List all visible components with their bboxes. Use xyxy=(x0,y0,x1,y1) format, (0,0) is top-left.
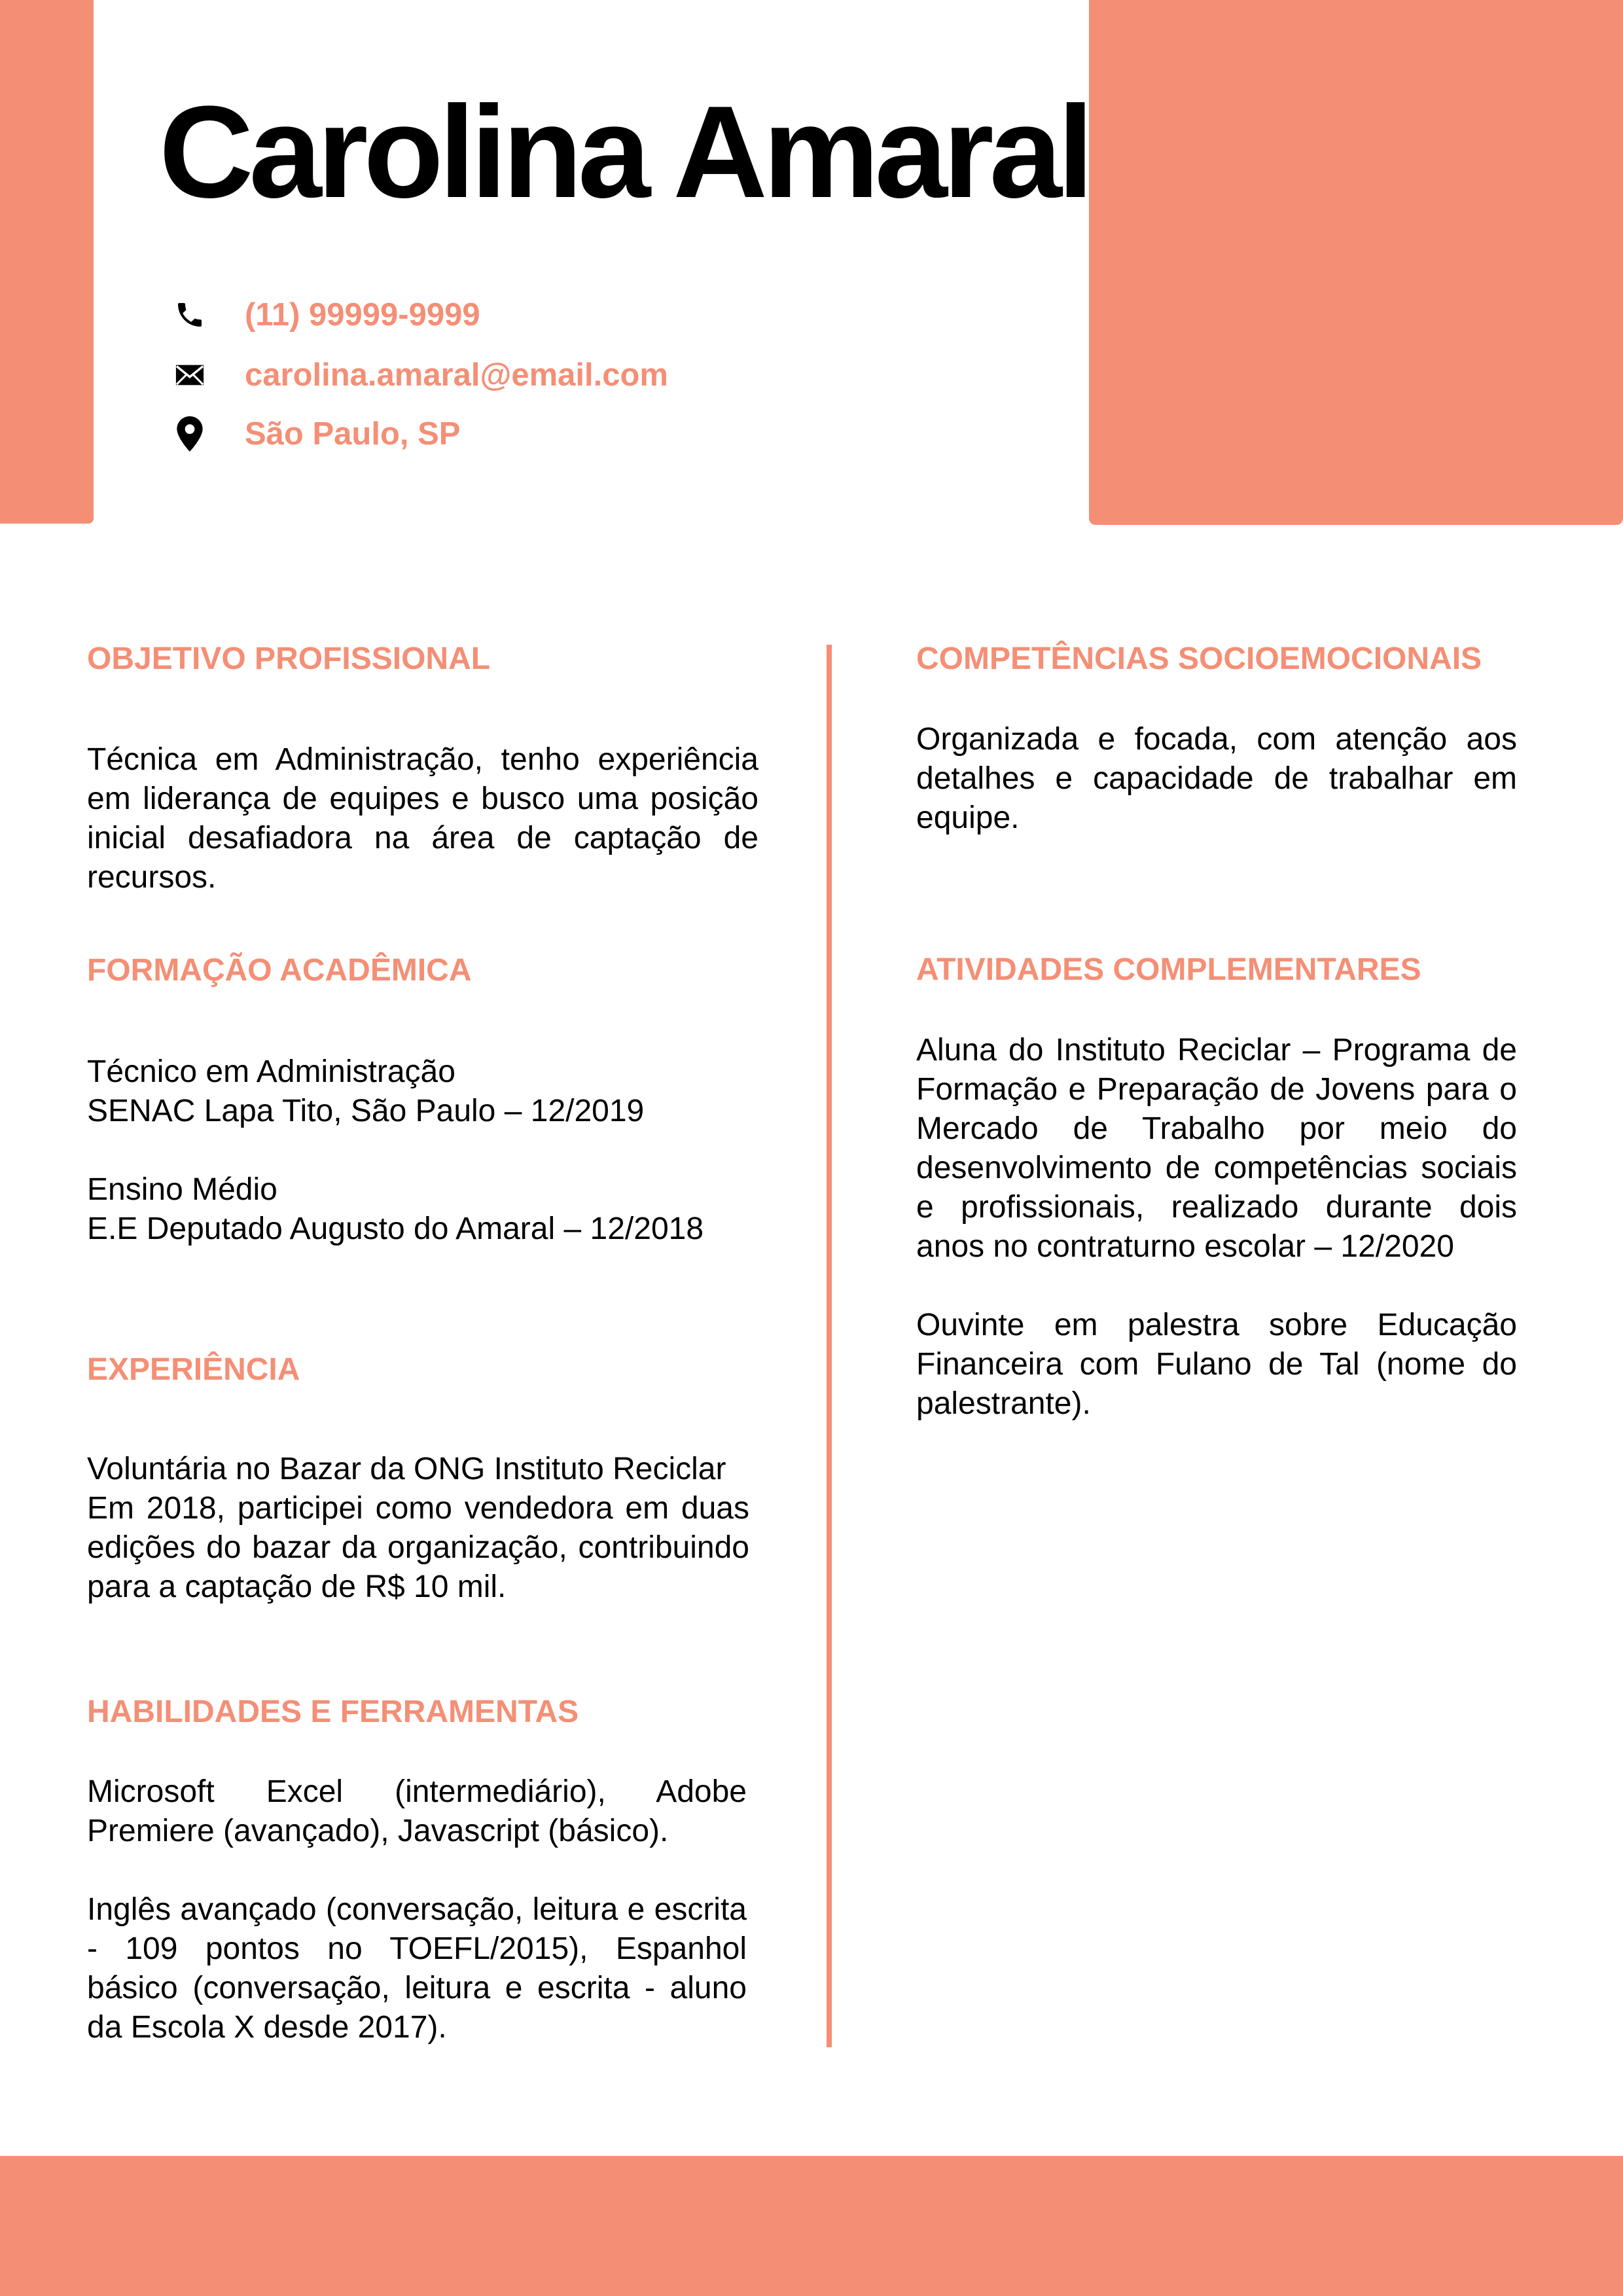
atividades-paragraph: Ouvinte em palestra sobre Educação Financeira com Fulano de Tal (nome do palestrante). xyxy=(916,1308,1517,1421)
phone-icon xyxy=(171,296,208,333)
section-title-objetivo: OBJETIVO PROFISSIONAL xyxy=(87,641,491,676)
formacao-course: Técnico em Administração xyxy=(87,1054,455,1089)
contact-email xyxy=(171,352,668,398)
contact-location-text: São Paulo, SP xyxy=(245,416,461,452)
formacao-institution: SENAC Lapa Tito, São Paulo – 12/2019 xyxy=(87,1094,645,1128)
section-title-habilidades: HABILIDADES E FERRAMENTAS xyxy=(87,1695,579,1729)
habilidades-paragraph: Inglês avançado (conversação, leitura e escrita - 109 pontos no TOEFL/2015), Espanhol básico (conversação, leitura e escrita - aluno da Escola X desde 2017). xyxy=(87,1892,747,2045)
contact-phone xyxy=(171,292,480,338)
location-pin-icon xyxy=(171,416,208,452)
envelope-icon xyxy=(171,357,208,393)
section-title-experiencia: EXPERIÊNCIA xyxy=(87,1352,300,1387)
habilidades-paragraph: Microsoft Excel (intermediário), Adobe Premiere (avançado), Javascript (básico). xyxy=(87,1774,747,1848)
contact-location xyxy=(171,411,460,457)
objetivo-text: Técnica em Administração, tenho experiência em liderança de equipes e busco uma posição inicial desafiadora na área de captação de recursos. xyxy=(87,742,758,895)
experiencia-role: Voluntária no Bazar da ONG Instituto Reciclar xyxy=(87,1452,726,1486)
section-title-competencias: COMPETÊNCIAS SOCIOEMOCIONAIS xyxy=(916,641,1482,676)
contact-phone-text[interactable]: (11) 99999-9999 xyxy=(245,297,480,332)
section-title-formacao: FORMAÇÃO ACADÊMICA xyxy=(87,953,472,988)
competencias-text: Organizada e focada, com atenção aos detalhes e capacidade de trabalhar em equipe. xyxy=(916,722,1517,835)
decorative-right-block xyxy=(1089,0,1623,525)
candidate-name: Carolina Amaral xyxy=(159,79,1090,225)
formacao-course: Ensino Médio xyxy=(87,1172,277,1207)
decorative-left-bar xyxy=(0,0,94,524)
atividades-paragraph: Aluna do Instituto Reciclar – Programa de Formação e Preparação de Jovens para o Mercado de Trabalho por meio do desenvolvimento de competências sociais e profissionais, realizado durante dois anos no contraturno escolar – 12/2020 xyxy=(916,1033,1517,1264)
decorative-footer-band xyxy=(0,2156,1623,2296)
experiencia-text: Em 2018, participei como vendedora em duas edições do bazar da organização, contribuindo para a captação de R$ 10 mil. xyxy=(87,1491,749,1604)
formacao-institution: E.E Deputado Augusto do Amaral – 12/2018 xyxy=(87,1211,704,1246)
column-divider xyxy=(827,645,832,2047)
contact-email-text[interactable]: carolina.amaral@email.com xyxy=(245,357,668,393)
section-title-atividades: ATIVIDADES COMPLEMENTARES xyxy=(916,952,1421,987)
